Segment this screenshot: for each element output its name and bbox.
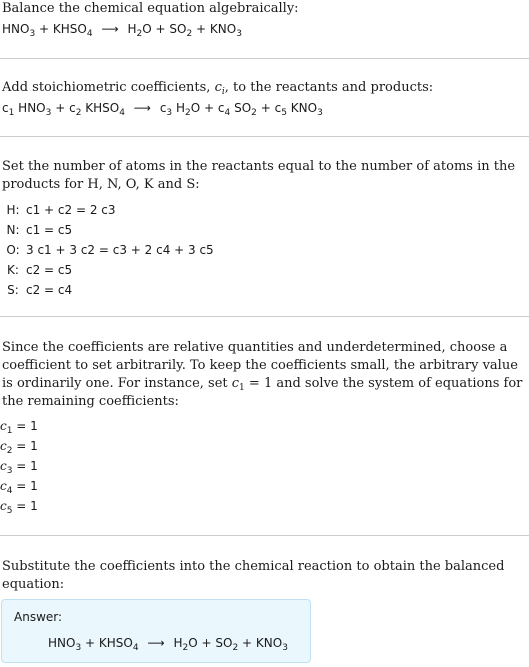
plus: +: [155, 22, 166, 36]
product-3: KNO: [209, 22, 237, 36]
product-2: SO: [215, 636, 233, 650]
atom-equation: c2 = c4: [26, 283, 73, 297]
plus: +: [201, 636, 212, 650]
answer-label: Answer:: [14, 610, 63, 624]
solution-row: $c_3 = 1$: [0, 459, 38, 476]
product-1-sub: 2: [182, 643, 189, 653]
atom-row: [0, 240, 214, 260]
coef-1: $c_1$: [2, 101, 15, 118]
paragraph-eq: = 1: [244, 376, 273, 391]
product-3-sub: 3: [236, 29, 242, 39]
product-2-sub: 2: [232, 643, 239, 653]
balanced-equation: [48, 636, 288, 653]
section4-paragraph: [2, 339, 524, 411]
divider: [0, 535, 529, 536]
plus: +: [204, 101, 215, 115]
reaction-arrow: ⟶: [133, 101, 151, 115]
plus: +: [39, 22, 50, 36]
reactant-1-sub: 3: [75, 643, 82, 653]
atom-equation: 3 c1 + 3 c2 = c3 + 2 c4 + 3 c5: [26, 243, 214, 257]
atom-row: [0, 220, 214, 240]
coef-2: $c_2$: [69, 101, 82, 118]
divider: [0, 316, 529, 317]
plus: +: [196, 22, 207, 36]
product-3: KNO: [255, 636, 283, 650]
solution-row: $c_1 = 1$: [0, 419, 38, 436]
reactant-2: KHSO: [52, 22, 87, 36]
reactant-1-sub: 3: [45, 108, 52, 118]
product-1-tail: O: [142, 22, 152, 36]
var-c: c: [231, 376, 240, 391]
product-2-sub: 2: [186, 29, 193, 39]
reactant-1-sub: 3: [29, 29, 36, 39]
coef-4: $c_4$: [217, 101, 231, 118]
solution-row: $c_4 = 1$: [0, 479, 38, 496]
var-c: c: [214, 80, 222, 95]
product-1: H: [175, 101, 186, 115]
reactant-1: HNO: [2, 22, 30, 36]
product-1-sub: 2: [185, 108, 191, 118]
reactant-2-sub: 4: [86, 29, 93, 39]
plus: +: [242, 636, 253, 650]
element-label: H:: [6, 203, 20, 217]
atom-row: [0, 280, 214, 300]
coef-5: $c_5$: [274, 101, 287, 118]
coefficient-equation: [2, 99, 323, 117]
var-sub: 1: [239, 383, 245, 393]
product-1: H: [173, 636, 183, 650]
reaction-arrow: ⟶: [101, 22, 119, 36]
element-label: O:: [6, 243, 20, 257]
element-label: S:: [7, 283, 19, 297]
reactant-2-sub: 4: [119, 108, 125, 118]
reaction-arrow: ⟶: [147, 636, 165, 650]
element-label: N:: [6, 223, 20, 237]
reactant-2-sub: 4: [132, 643, 139, 653]
reactant-1: HNO: [18, 101, 46, 115]
divider: [0, 136, 529, 137]
product-2: SO: [234, 101, 252, 115]
product-1-tail: O: [190, 101, 201, 115]
heading-text-end: , to the reactants and products:: [224, 80, 434, 95]
product-3: KNO: [290, 101, 318, 115]
atom-equation: c2 = c5: [26, 263, 73, 277]
paragraph-text-end: and solve the system of equations for the remaining coefficients:: [2, 376, 523, 409]
product-1-tail: O: [188, 636, 198, 650]
atom-row: [0, 200, 214, 220]
atom-row: [0, 260, 214, 280]
reactant-2: KHSO: [98, 636, 133, 650]
atom-equation: c1 = c5: [26, 223, 73, 237]
atom-equation: c1 + c2 = 2 c3: [26, 203, 116, 217]
plus: +: [55, 101, 66, 115]
section2-heading: [2, 79, 433, 97]
heading-text: Add stoichiometric coefficients,: [2, 80, 215, 95]
product-3-sub: 3: [317, 108, 323, 118]
section1-heading: Balance the chemical equation algebraically:: [2, 1, 299, 16]
reactant-1: HNO: [48, 636, 76, 650]
section5-heading: Substitute the coefficients into the chemical reaction to obtain the balanced equation:: [2, 559, 505, 592]
var-sub-i: i: [221, 87, 225, 97]
solution-row: $c_2 = 1$: [0, 439, 38, 456]
product-2-sub: 2: [251, 108, 257, 118]
plus: +: [85, 636, 96, 650]
solution-row: $c_5 = 1$: [0, 499, 38, 516]
product-3-sub: 3: [282, 643, 288, 653]
plus: +: [260, 101, 271, 115]
element-label: K:: [7, 263, 19, 277]
product-2: SO: [169, 22, 187, 36]
paragraph-text: Since the coefficients are relative quantities and underdetermined, choose a coefficient to set arbitrarily. To keep the coefficients small, the arbitrary value is ordinarily one. For instance, set: [2, 340, 518, 391]
coef-3: $c_3$: [159, 101, 173, 118]
answer-box: [1, 599, 311, 663]
section3-heading: Set the number of atoms in the reactants equal to the number of atoms in the products for H, N, O, K and S:: [2, 159, 516, 192]
atom-balance-table: [0, 200, 214, 300]
product-1: H: [127, 22, 137, 36]
divider: [0, 58, 529, 59]
product-1-sub: 2: [136, 29, 143, 39]
reactant-2: KHSO: [85, 101, 120, 115]
unbalanced-equation: [2, 20, 242, 38]
